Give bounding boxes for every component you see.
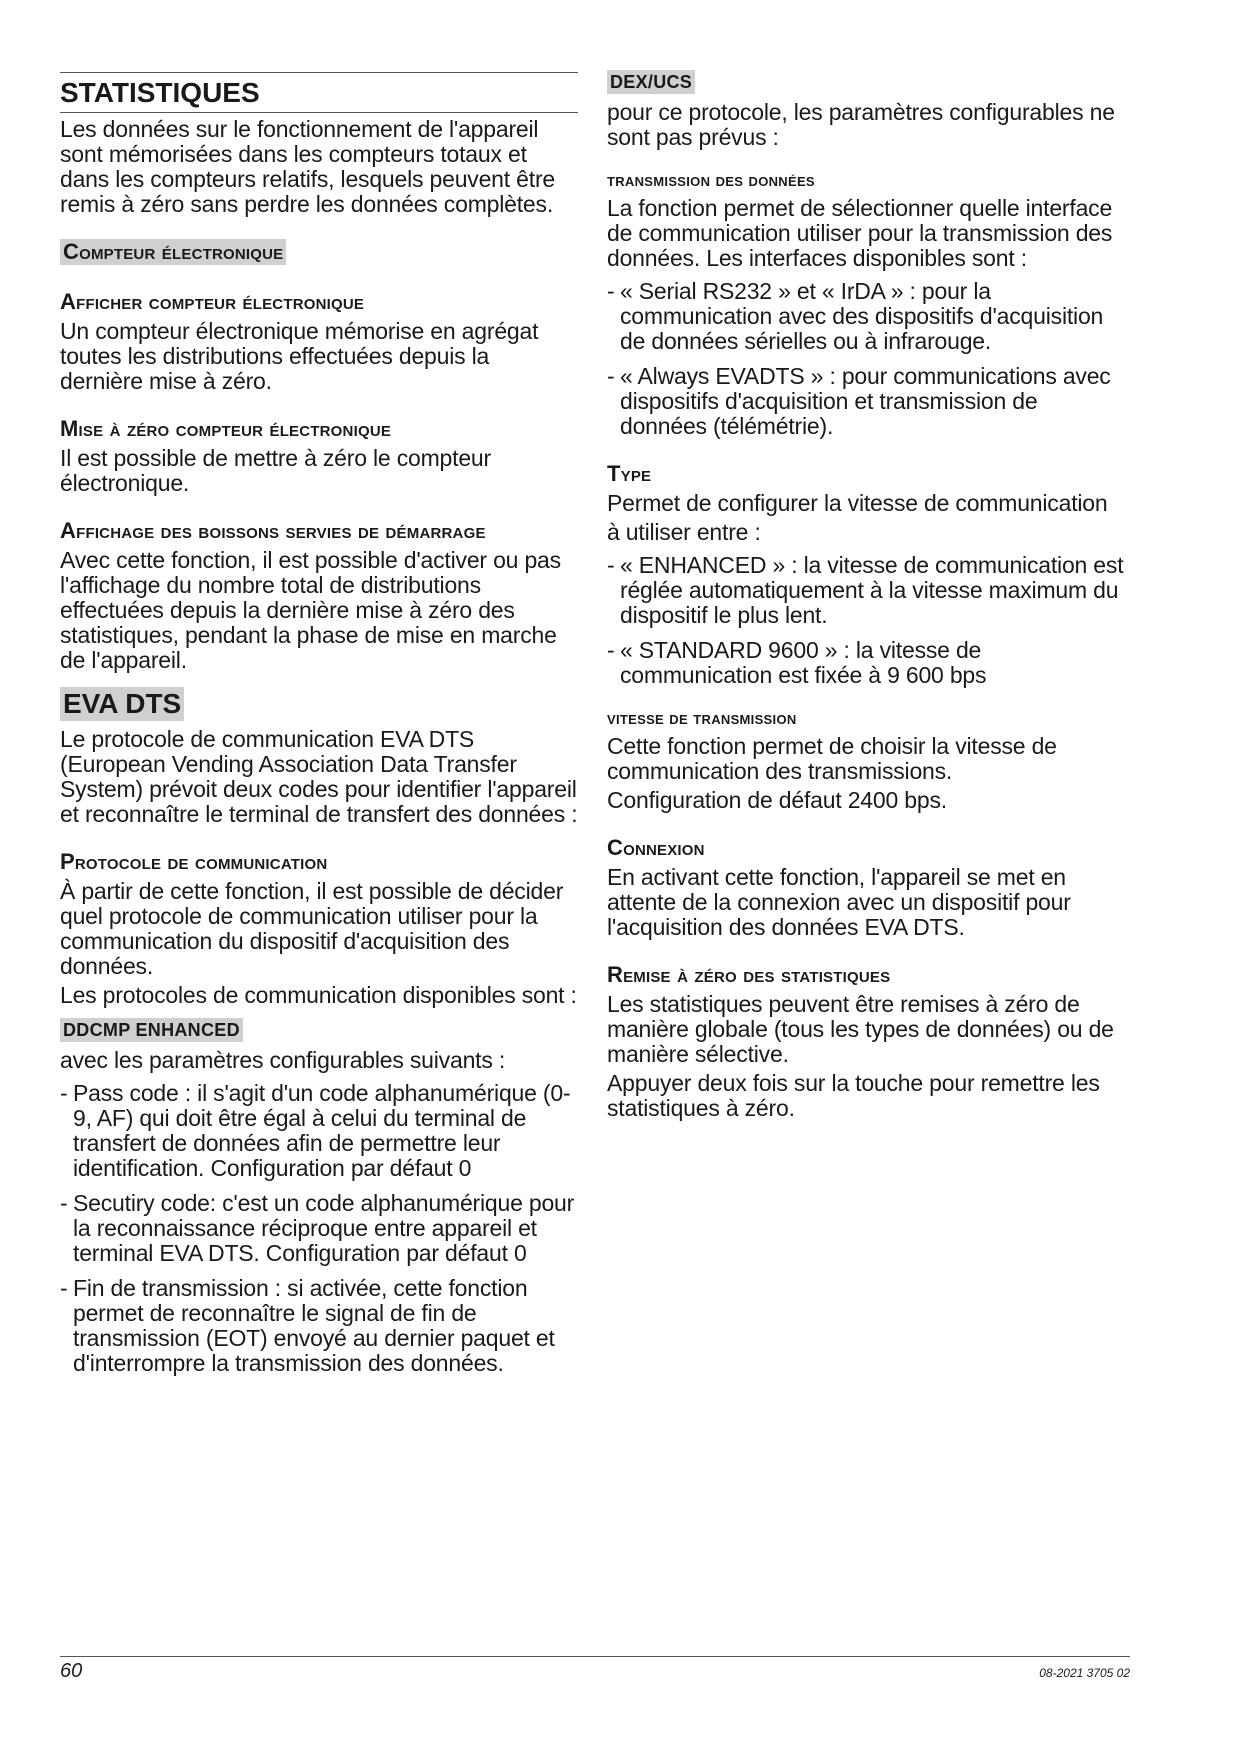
show-counter-text: Un compteur électronique mémorise en agrégat toutes les distributions effectuées depuis la dernière mise à zéro. — [60, 318, 539, 394]
list-item: - Secutiry code: c'est un code alphanumérique pour la reconnaissance réciproque entre appareil et terminal EVA DTS. Configuration par défaut 0 — [60, 1191, 578, 1266]
eva-dts-text: Le protocole de communication EVA DTS (European Vending Association Data Transfer System) prévoit deux codes pour identifier l'appareil et reconnaître le terminal de transfert des données : — [60, 726, 578, 827]
type-list — [607, 553, 1129, 688]
reset-counter-text: Il est possible de mettre à zéro le compteur électronique. — [60, 445, 491, 496]
connexion-text: En activant cette fonction, l'appareil se met en attente de la connexion avec un dispositif pour l'acquisition des données EVA DTS. — [607, 864, 1071, 940]
counter-section-heading: Compteur électronique — [60, 239, 286, 265]
document-code: 08-2021 3705 02 — [1039, 1666, 1130, 1680]
show-counter-heading: Afficher compteur électronique — [60, 289, 365, 314]
reset-counter-heading: Mise à zéro compteur électronique — [60, 416, 392, 441]
footer-divider — [60, 1656, 1130, 1657]
protocol-heading: Protocole de communication — [60, 849, 328, 874]
left-column — [60, 70, 578, 1386]
list-item: - « Always EVADTS » : pour communications avec dispositifs d'acquisition et transmission de données (télémétrie). — [607, 364, 1129, 439]
transmission-text: La fonction permet de sélectionner quelle interface de communication utiliser pour la transmission des données. Les interfaces disponibles sont : — [607, 195, 1113, 271]
type-text-2: à utiliser entre : — [607, 519, 761, 545]
speed-text-2: Configuration de défaut 2400 bps. — [607, 787, 947, 813]
list-item: - Fin de transmission : si activée, cette fonction permet de reconnaître le signal de fin de transmission (EOT) envoyé au dernier paquet et d'interrompre la transmission des données. — [60, 1276, 578, 1376]
dex-ucs-heading: DEX/UCS — [607, 70, 695, 94]
dex-ucs-text: pour ce protocole, les paramètres configurables ne sont pas prévus : — [607, 99, 1115, 150]
reset-stats-text-2: Appuyer deux fois sur la touche pour remettre les statistiques à zéro. — [607, 1070, 1100, 1121]
startup-display-heading: Affichage des boissons servies de démarrage — [60, 518, 486, 543]
reset-stats-heading: Remise à zéro des statistiques — [607, 962, 891, 987]
transmission-heading: transmission des données — [607, 170, 815, 190]
protocol-text-1: À partir de cette fonction, il est possible de décider quel protocole de communication utiliser pour la communication du dispositif d'acquisition des données. — [60, 878, 564, 979]
connexion-heading: Connexion — [607, 835, 705, 860]
statistiques-title: STATISTIQUES — [60, 72, 578, 113]
type-text-1: Permet de configurer la vitesse de communication — [607, 490, 1108, 516]
reset-stats-text-1: Les statistiques peuvent être remises à zéro de manière globale (tous les types de données) ou de manière sélective. — [607, 991, 1114, 1067]
eva-dts-title: EVA DTS — [60, 687, 184, 721]
speed-text-1: Cette fonction permet de choisir la vitesse de communication des transmissions. — [607, 733, 1057, 784]
ddcmp-text: avec les paramètres configurables suivants : — [60, 1047, 506, 1073]
list-item: - Pass code : il s'agit d'un code alphanumérique (0-9, AF) qui doit être égal à celui du terminal de transfert de données afin de permettre leur identification. Configuration par défaut 0 — [60, 1081, 578, 1181]
statistiques-intro: Les données sur le fonctionnement de l'appareil sont mémorisées dans les compteurs totaux et dans les compteurs relatifs, lesquels peuvent être remis à zéro sans perdre les données complètes. — [60, 116, 555, 217]
protocol-text-2: Les protocoles de communication disponibles sont : — [60, 982, 577, 1008]
list-item: - « Serial RS232 » et « IrDA » : pour la communication avec des dispositifs d'acquisition de données sérielles ou à infrarouge. — [607, 279, 1129, 354]
list-item: - « STANDARD 9600 » : la vitesse de communication est fixée à 9 600 bps — [607, 638, 1129, 688]
startup-display-text: Avec cette fonction, il est possible d'activer ou pas l'affichage du nombre total de distributions effectuées depuis la dernière mise à zéro des statistiques, pendant la phase de mise en marche de l'appareil. — [60, 547, 561, 673]
ddcmp-list — [60, 1081, 578, 1376]
right-column — [607, 70, 1129, 1121]
list-item: - « ENHANCED » : la vitesse de communication est réglée automatiquement à la vitesse maximum du dispositif le plus lent. — [607, 553, 1129, 628]
type-heading: Type — [607, 461, 652, 486]
ddcmp-heading: DDCMP ENHANCED — [60, 1018, 243, 1042]
transmission-list — [607, 279, 1129, 439]
speed-heading: vitesse de transmission — [607, 708, 797, 728]
page-number: 60 — [60, 1660, 83, 1682]
